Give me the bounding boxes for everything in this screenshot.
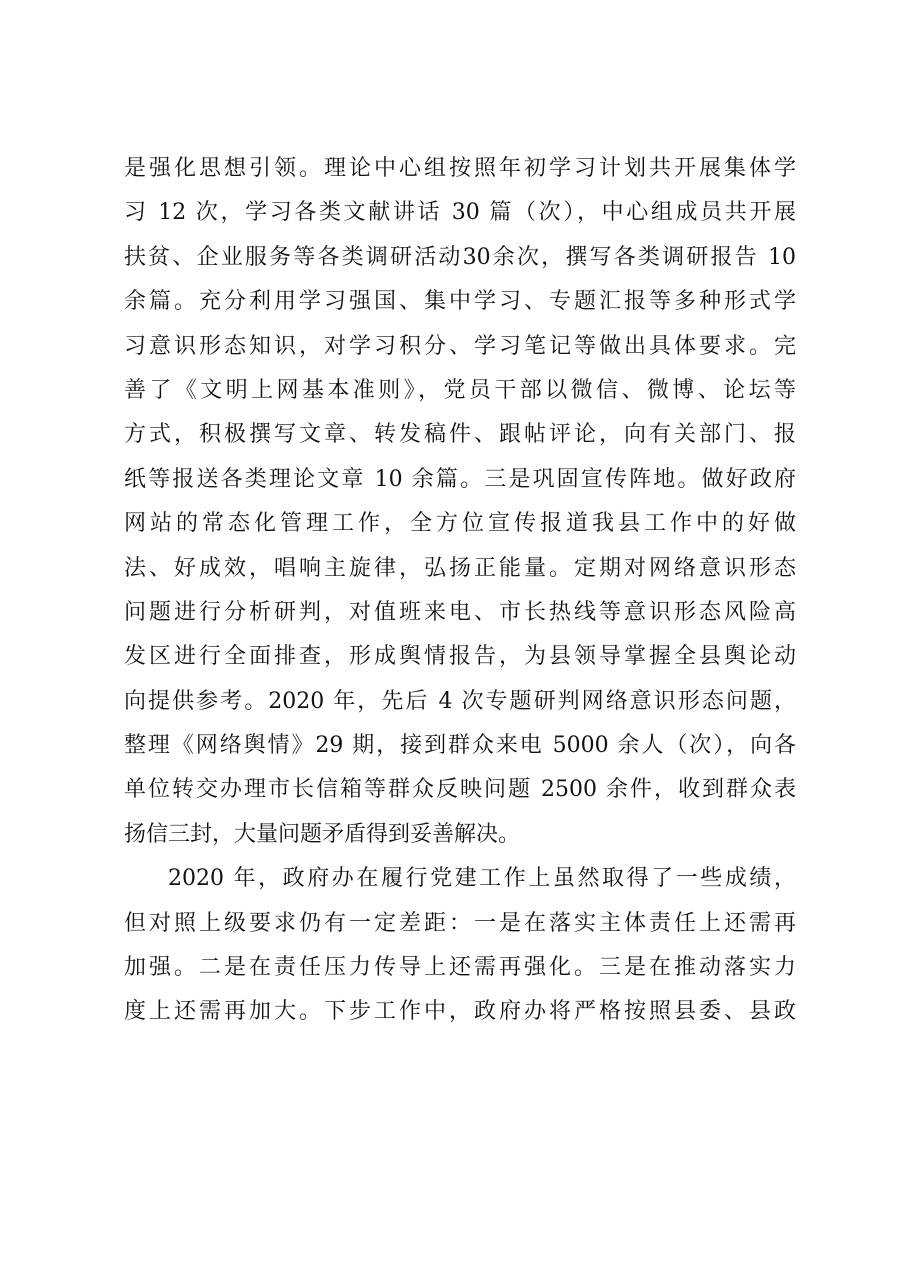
text-line: 习 12 次，学习各类文献讲话 30 篇（次），中心组成员共开展 [124,200,796,226]
text-line: 扶贫、企业服务等各类调研活动30余次，撰写各类调研报告 10 [124,244,796,270]
text-line-last: 扬信三封，大量问题矛盾得到妥善解决。 [124,821,521,847]
text-line: 整理《网络舆情》29 期，接到群众来电 5000 余人（次），向各 [124,733,796,759]
text-line: 余篇。充分利用学习强国、集中学习、专题汇报等多种形式学 [124,289,796,315]
text-line: 问题进行分析研判，对值班来电、市长热线等意识形态风险高 [124,599,796,625]
text-line: 单位转交办理市长信箱等群众反映问题 2500 余件，收到群众表 [124,777,796,803]
text-line: 纸等报送各类理论文章 10 余篇。三是巩固宣传阵地。做好政府 [124,466,796,492]
text-line: 加强。二是在责任压力传导上还需再强化。三是在推动落实力 [124,955,796,981]
text-line: 度上还需再加大。下步工作中，政府办将严格按照县委、县政 [124,999,796,1025]
paragraph-2 [124,857,796,1035]
text-line: 善了《文明上网基本准则》，党员干部以微信、微博、论坛等 [124,377,796,403]
text-line-first: 2020 年，政府办在履行党建工作上虽然取得了一些成绩， [168,866,796,892]
text-line: 网站的常态化管理工作，全方位宣传报道我县工作中的好做 [124,511,796,537]
text-line: 但对照上级要求仍有一定差距：一是在落实主体责任上还需再 [124,910,796,936]
paragraph-1 [124,147,796,857]
text-line: 方式，积极撰写文章、转发稿件、跟帖评论，向有关部门、报 [124,422,796,448]
text-line: 向提供参考。2020 年，先后 4 次专题研判网络意识形态问题， [124,688,796,714]
text-line: 是强化思想引领。理论中心组按照年初学习计划共开展集体学 [124,156,796,181]
document-body [124,147,796,1035]
text-line: 发区进行全面排查，形成舆情报告，为县领导掌握全县舆论动 [124,644,796,670]
text-line: 法、好成效，唱响主旋律，弘扬正能量。定期对网络意识形态 [124,555,796,581]
text-line: 习意识形态知识，对学习积分、学习笔记等做出具体要求。完 [124,333,796,359]
